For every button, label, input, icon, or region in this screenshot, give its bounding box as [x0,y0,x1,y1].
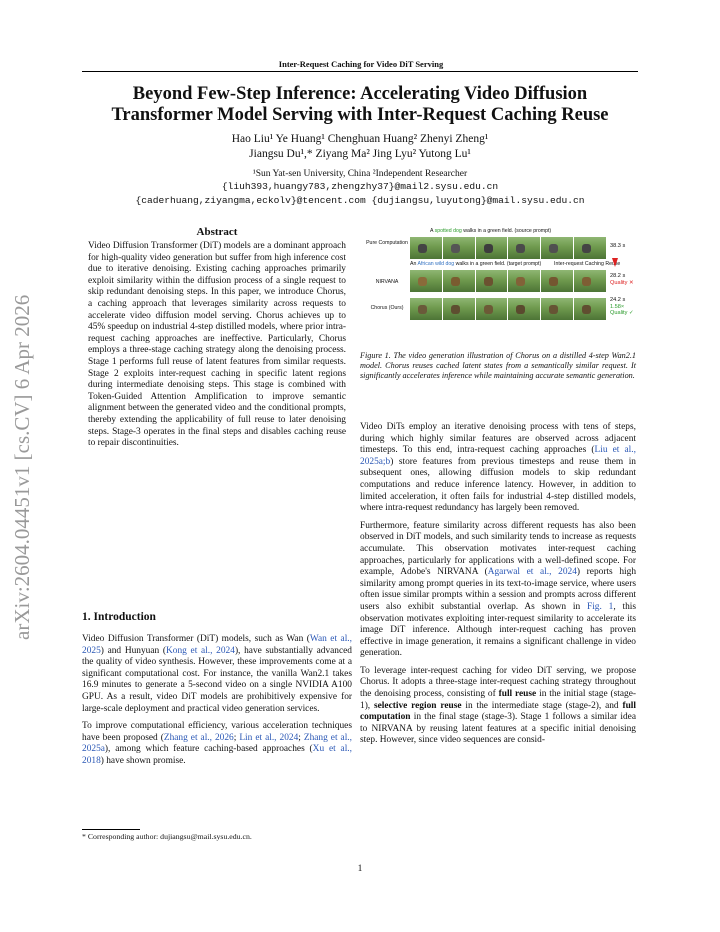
row3-speedup: 1.58× [610,303,625,310]
video-frame [508,298,540,320]
running-head: Inter-Request Caching for Video DiT Serving [278,59,444,69]
row3-stats [610,297,634,317]
bold-term: full reuse [498,689,537,700]
right-column-body [360,422,636,753]
intro-paragraph-1 [82,634,352,715]
citation-link[interactable]: Zhang et al., 2026 [163,732,234,743]
text-run: Furthermore, feature similarity across different requests has also been observed in DiT models, and such similarity tends to increase as requests accumulate. This observation motivates inter-request caching approaches, particularly for applications with a well-defined scope. For example, Adobe's NIRVANA ( [360,520,636,578]
video-frame [410,237,442,259]
text-run: Video Diffusion Transformer (DiT) models, such as Wan ( [82,634,310,644]
frames-chorus [410,298,606,320]
email-line-2: {caderhuang,ziyangma,eckolv}@tencent.com {dujiangsu,luyutong}@mail.sysu.edu.cn [135,195,585,206]
frames-pure-computation [410,237,606,259]
citation-link[interactable]: Lin et al., 2024 [239,732,299,743]
video-frame [476,298,508,320]
introduction-body [82,634,352,774]
text-run: walks in a green field. (source prompt) [461,228,552,234]
text-run: ; [298,732,304,743]
video-frame [541,298,573,320]
video-frame [443,270,475,292]
text-run: ) and Hunyuan ( [100,645,167,656]
footnote-rule [82,829,140,830]
down-arrow-icon [612,258,618,267]
text-run: in the initial stage (stage-1), [360,689,637,711]
figure-1-caption [360,351,636,381]
bold-term: full computation [360,700,636,723]
text-run: ), have substantially advanced the quality of video synthesis. However, these improvements come at a significant computational cost. For instance, the vanilla Wan2.1 takes 16.9 minutes to generate a 5-second video on a single NVIDIA A100 GPU. As a result, video DiT models are prohibitively expensive for large-scale deployment and practical video generation services. [82,645,352,714]
text-run: in the intermediate stage (stage-2), and [461,700,623,711]
text-run: ) store features from previous timesteps and reuse them in subsequent ones, allowing diffusion models to skip redundant computations and reduce inference latency. However, in addition to limited acceleration, it often fails for industrial 4-step distilled models, where intra-request redundancy has largely been removed. [360,456,636,514]
header-rule [82,71,638,72]
text-run: ) reports high similarity among prompt queries in its text-to-image service, where users often issue similar prompts within a session and prompts across different users also exhibit substantial overlap. As shown in [360,567,637,612]
abstract-heading: Abstract [196,226,238,238]
affiliations: ¹Sun Yat-sen University, China ²Independent Researcher [252,169,468,179]
text-run: in the final stage (stage-3). Stage 1 follows a similar idea to NIRVANA by reusing latent features at a specific initial denoising step. However, since video sequences are consid- [360,712,636,746]
video-frame [476,237,508,259]
arxiv-stamp: arXiv:2604.04451v1 [cs.CV] 6 Apr 2026 [10,294,34,640]
paper-title [70,84,650,126]
video-frame [574,270,606,292]
section-heading-introduction: 1. Introduction [82,611,156,623]
right-paragraph-1 [360,422,636,515]
text-run: To improve computational efficiency, various acceleration techniques have been proposed ( [82,721,352,743]
email-line-1: {liuh393,huangy783,zhengzhy37}@mail2.sysu.edu.cn [221,181,499,192]
row3-time: 24.2 s [610,297,626,303]
bold-term: selective region reuse [374,700,462,711]
title-line-1: Beyond Few-Step Inference: Accelerating Video Diffusion [132,84,588,104]
video-frame [508,270,540,292]
authors-line-2: Jiangsu Du¹,* Ziyang Ma² Jing Lyu² Yutong Lu¹ [249,148,471,160]
authors-line-1: Hao Liu¹ Ye Huang¹ Chenghuan Huang² Zhenyi Zheng¹ [231,133,489,145]
inter-request-note: Inter-request Caching Reuse [554,261,621,267]
text-run: To leverage inter-request caching for video DiT serving, we propose Chorus. It adopts a three-stage inter-request caching strategy throughout the denoising process, consisting of [360,665,636,700]
text-run: Video DiTs employ an iterative denoising process with tens of steps, during which highly similar features are observed across adjacent timesteps. To this end, intra-request caching approaches ( [360,422,636,456]
frames-nirvana [410,270,606,292]
citation-link[interactable]: Agarwal et al., 2024 [487,567,577,578]
row2-quality: Quality ✕ [610,279,634,286]
citation-link[interactable]: Zhang et al., 2025a [82,732,352,755]
author-list [70,132,650,162]
figure-reference-link[interactable]: Fig. 1 [586,601,614,612]
video-frame [443,298,475,320]
video-frame [508,237,540,259]
row-label-pure: Pure Computation [366,240,408,246]
row-label-chorus: Chorus (Ours) [370,305,404,311]
text-run: ), among which feature caching-based approaches ( [104,744,313,755]
footnote: * Corresponding author: dujiangsu@mail.sysu.edu.cn. [82,832,252,841]
citation-link[interactable]: Kong et al., 2024 [166,645,235,656]
page-number: 1 [357,864,363,874]
video-frame [541,237,573,259]
row3-quality: Quality ✓ [610,310,634,317]
text-run: An [410,261,418,267]
text-run: ) have shown promise. [100,755,186,766]
caption-label: Figure 1. [360,351,391,360]
title-line-2: Transformer Model Serving with Inter-Request Caching Reuse [111,105,609,125]
video-frame [476,270,508,292]
video-frame [410,270,442,292]
right-paragraph-2 [360,521,636,660]
text-run: walks in a green field. (target prompt) [454,261,542,267]
row2-stats [610,273,634,286]
highlight-text: African wild dog [417,261,455,267]
video-frame [541,270,573,292]
abstract-text: Video Diffusion Transformer (DiT) models are a dominant approach for high-quality video generation but suffer from high inference cost due to iterative denoising. Existing caching approaches primarily exploit similarity within the diffusion process of a single request to skip redundant denoising steps. In this paper, we introduce Chorus, a caching approach that leverages similarity across requests to accelerate video diffusion model serving. Chorus achieves up to 45% speedup on industrial 4-step distilled models, where prior intra-request caching approaches are ineffective. Particularly, Chorus employs a three-stage caching strategy along the denoising process. Stage 1 performs full reuse of latent features from similar requests. Stage 2 exploits inter-request caching in specific latent regions during intermediate denoising steps. This stage is combined with Token-Guided Attention Amplification to improve semantic alignment between the generated video and the conditional prompts, thereby extending the applicability of full reuse to later denoising steps. Stage-3 operates in the final steps and disables caching reuse to repair discontinuities. [88,241,346,449]
text-run: , this observation motivates exploiting inter-request similarity to accelerate its image DiT inference. Although inter-request caching has proven effective in image generation, it remains a significant challenge in video generation. [360,601,637,659]
video-frame [574,237,606,259]
video-frame [574,298,606,320]
text-run: ; [233,732,240,743]
intro-paragraph-2 [82,721,352,767]
text-run: A [430,228,435,234]
row1-time: 38.3 s [610,243,626,249]
citation-link[interactable]: Wan et al., 2025 [82,634,352,656]
figure-1 [364,228,636,346]
row2-time: 28.2 s [610,273,626,279]
source-prompt [430,228,551,234]
highlight-text: spotted dog [434,228,462,234]
right-paragraph-3 [360,666,636,747]
citation-link[interactable]: Liu et al., 2025a;b [360,445,636,467]
video-frame [443,237,475,259]
citation-link[interactable]: Xu et al., 2018 [82,744,352,766]
target-prompt [410,261,541,267]
video-frame [410,298,442,320]
caption-text: The video generation illustration of Chorus on a distilled 4-step Wan2.1 model. Chorus reuses cached latent states from a semantically similar request. It significantly accelerates inference while maintaining accurate semantic generation. [360,351,637,380]
row-label-nirvana: NIRVANA [375,279,399,285]
